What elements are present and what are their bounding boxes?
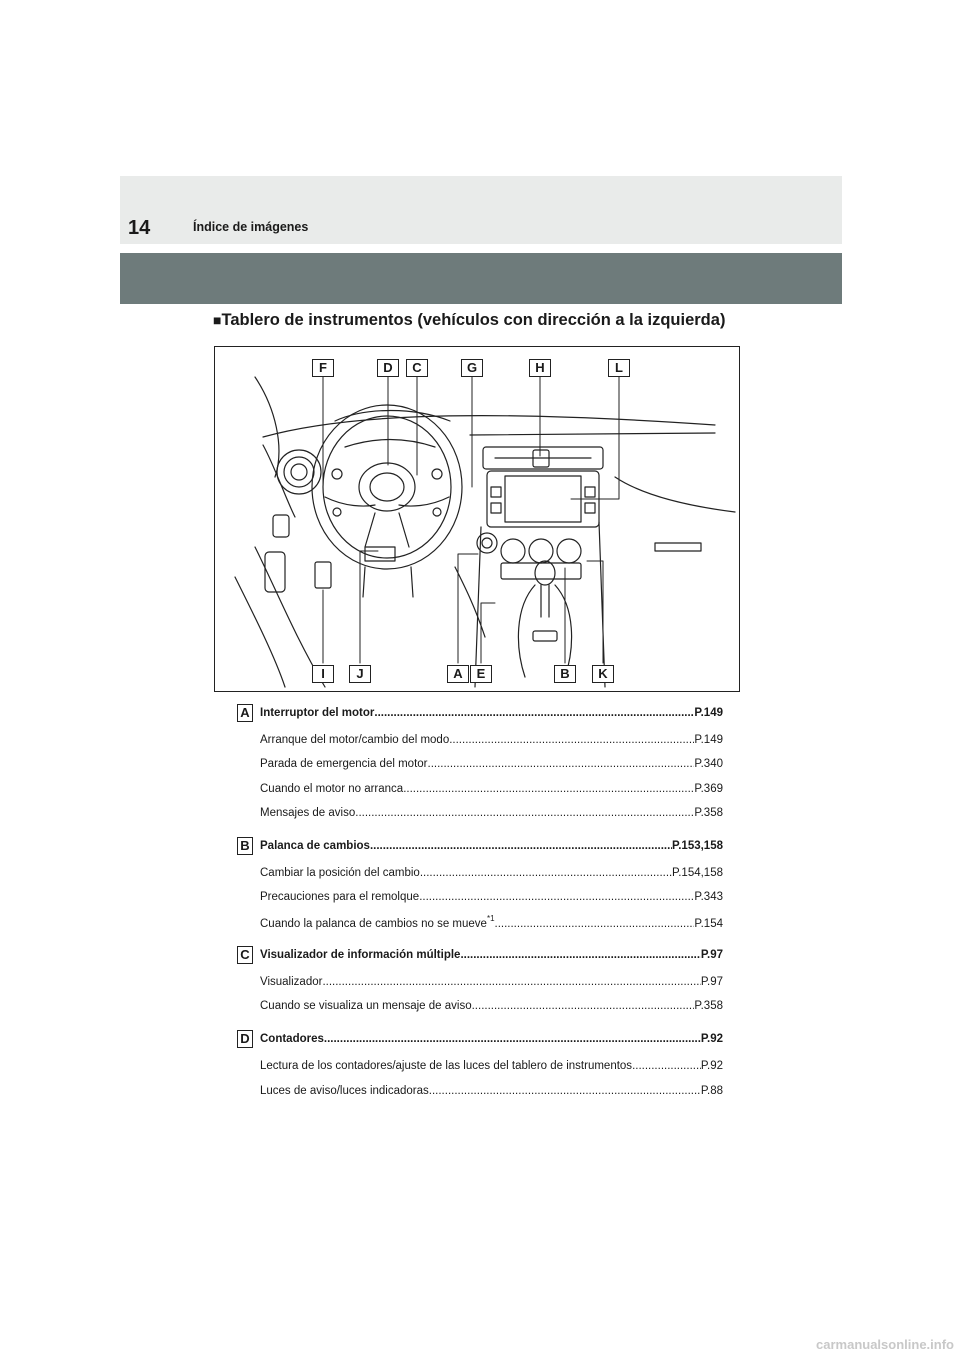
dot-leader (472, 999, 695, 1013)
callout-d: D (377, 359, 399, 377)
entry-row[interactable] (260, 915, 723, 933)
dot-leader (403, 782, 694, 796)
entry-text: Mensajes de aviso (260, 807, 356, 819)
entry-title: Visualizador de información múltiple (260, 949, 461, 961)
callout-a: A (447, 665, 469, 683)
page-ref: P.340 (694, 758, 723, 770)
dashboard-illustration (214, 346, 740, 692)
callout-h: H (529, 359, 551, 377)
dot-leader (374, 706, 694, 720)
dot-leader (420, 866, 672, 880)
entry-text: Arranque del motor/cambio del modo (260, 734, 450, 746)
entry-row[interactable] (260, 839, 723, 853)
entry-row[interactable] (260, 733, 723, 747)
page-ref: P.358 (694, 807, 723, 819)
entry-row[interactable] (260, 782, 723, 796)
dot-leader (428, 757, 695, 771)
page-ref: P.154,158 (672, 867, 723, 879)
page-ref: P.369 (694, 783, 723, 795)
dot-leader (324, 1032, 701, 1046)
entry-text: Lectura de los contadores/ajuste de las luces del tablero de instrumentos (260, 1060, 633, 1072)
dot-leader (429, 1084, 701, 1098)
page-ref: P.153,158 (672, 840, 723, 852)
page-ref: P.343 (694, 891, 723, 903)
page-ref: P.88 (700, 1085, 723, 1097)
entry-row[interactable] (260, 1084, 723, 1098)
entry-title: Palanca de cambios (260, 840, 370, 852)
entry-row[interactable] (260, 948, 723, 962)
dashboard-drawing (215, 347, 740, 692)
dot-leader (355, 806, 694, 820)
entry-row[interactable] (260, 706, 723, 720)
entry-text: Cuando la palanca de cambios no se mueve (260, 918, 487, 930)
entry-row[interactable] (260, 1032, 723, 1046)
callout-c: C (406, 359, 428, 377)
page-ref: P.154 (694, 918, 723, 930)
figure-heading (213, 311, 725, 330)
page-ref: P.358 (694, 1000, 723, 1012)
footnote-mark: *1 (486, 915, 495, 923)
entry-row[interactable] (260, 866, 723, 880)
page-ref: P.149 (694, 734, 723, 746)
entry-text: Parada de emergencia del motor (260, 758, 428, 770)
callout-f: F (312, 359, 334, 377)
entry-marker-a: A (237, 704, 253, 722)
callout-i: I (312, 665, 334, 683)
entry-row[interactable] (260, 806, 723, 820)
dot-leader (322, 975, 700, 989)
entry-text: Cuando el motor no arranca (260, 783, 404, 795)
callout-j: J (349, 665, 371, 683)
entry-row[interactable] (260, 999, 723, 1013)
entry-text: Precauciones para el remolque (260, 891, 420, 903)
entry-row[interactable] (260, 1059, 723, 1073)
dot-leader (495, 915, 695, 933)
entry-title: Contadores (260, 1033, 324, 1045)
dot-leader (370, 839, 672, 853)
entry-text: Luces de aviso/luces indicadoras (260, 1085, 429, 1097)
entry-text: Visualizador (260, 976, 323, 988)
entry-marker-b: B (237, 837, 253, 855)
entry-row[interactable] (260, 757, 723, 771)
page-header (120, 176, 842, 244)
entry-row[interactable] (260, 975, 723, 989)
page-ref: P.92 (700, 1060, 723, 1072)
page-ref: P.92 (700, 1033, 723, 1045)
heading-bullet: ■ (213, 312, 222, 328)
callout-b: B (554, 665, 576, 683)
header-band (120, 253, 842, 304)
section-title: Índice de imágenes (193, 220, 309, 234)
page-ref: P.97 (700, 976, 723, 988)
entry-row[interactable] (260, 890, 723, 904)
callout-e: E (470, 665, 492, 683)
dot-leader (460, 948, 700, 962)
heading-text: Tablero de instrumentos (vehículos con dirección a la izquierda) (221, 311, 726, 329)
callout-k: K (592, 665, 614, 683)
watermark: carmanualsonline.info (816, 1337, 954, 1352)
page-number: 14 (128, 217, 151, 239)
dot-leader (449, 733, 694, 747)
dot-leader (632, 1059, 701, 1073)
dot-leader (419, 890, 694, 904)
page-ref: P.97 (700, 949, 723, 961)
entry-text: Cuando se visualiza un mensaje de aviso (260, 1000, 472, 1012)
callout-l: L (608, 359, 630, 377)
entry-text: Cambiar la posición del cambio (260, 867, 420, 879)
callout-g: G (461, 359, 483, 377)
entry-marker-d: D (237, 1030, 253, 1048)
entry-title: Interruptor del motor (260, 707, 375, 719)
entry-marker-c: C (237, 946, 253, 964)
page-ref: P.149 (694, 707, 723, 719)
